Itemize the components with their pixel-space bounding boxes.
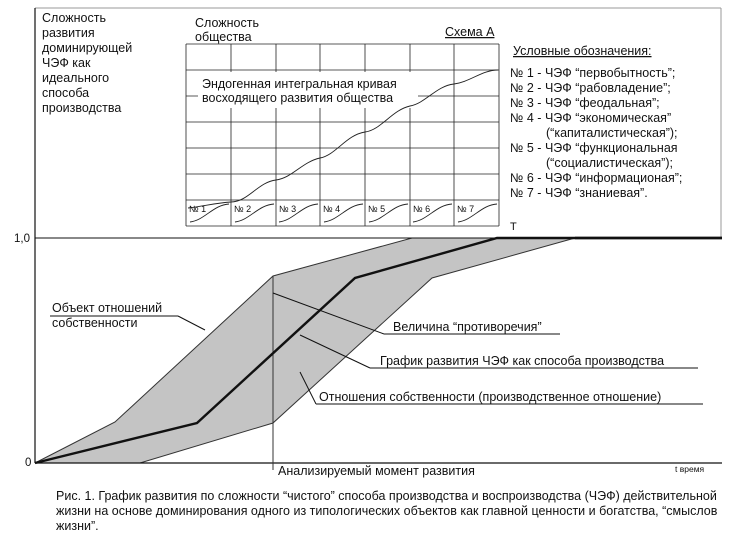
shaded-band — [35, 238, 575, 463]
relations-label: Отношения собственности (производственное отношение) — [319, 390, 662, 404]
inset-title: Схема А — [445, 25, 495, 39]
legend — [510, 44, 682, 200]
origin-label: 0 — [25, 457, 32, 469]
stage-label-1: № 1 — [189, 204, 207, 214]
stage-label-3: № 3 — [279, 204, 297, 214]
contradiction-label: Величина “противоречия” — [393, 320, 542, 334]
inset-scheme-a — [186, 16, 517, 233]
legend-line-3: № 3 - ЧЭФ “феодальная”; — [510, 96, 660, 110]
y-axis-label: Сложность развития доминирующей ЧЭФ как идеального способа производства — [42, 11, 133, 115]
inset-x-label: Т — [510, 221, 517, 233]
stage-label-4: № 4 — [323, 204, 341, 214]
figure-caption: Рис. 1. График развития по сложности “чистого” способа производства и воспроизводства (ЧЭФ) действительной жизни на основе доминирования одного из типологических объектов как главной ценности и богатства, “смыслов жизни”. — [56, 489, 718, 533]
legend-line-9: № 7 - ЧЭФ “знаниевая”. — [510, 186, 648, 200]
legend-line-6: № 5 - ЧЭФ “функциональная — [510, 141, 678, 155]
legend-line-7: (“социалистическая”); — [546, 156, 673, 170]
stage-label-2: № 2 — [234, 204, 252, 214]
legend-title: Условные обозначения: — [513, 44, 652, 58]
inset-y-label: Сложность общества — [195, 16, 259, 44]
y-tick-one: 1,0 — [14, 233, 30, 245]
development-label: График развития ЧЭФ как способа производства — [380, 354, 665, 368]
legend-line-2: № 2 - ЧЭФ “рабовладение”; — [510, 81, 671, 95]
stage-label-6: № 6 — [413, 204, 431, 214]
legend-line-8: № 6 - ЧЭФ “информационая”; — [510, 171, 683, 185]
x-axis-label: t время — [675, 464, 705, 474]
legend-line-4: № 4 - ЧЭФ “экономическая” — [510, 111, 672, 125]
curve-label: Эндогенная интегральная кривая восходящего развития общества — [202, 77, 397, 105]
legend-line-5: (“капиталистическая”); — [546, 126, 678, 140]
stage-label-5: № 5 — [368, 204, 386, 214]
legend-line-1: № 1 - ЧЭФ “первобытность”; — [510, 66, 676, 80]
stage-label-7: № 7 — [457, 204, 475, 214]
object-leader-2 — [178, 316, 205, 330]
object-label: Объект отношений собственности — [52, 301, 163, 330]
moment-label: Анализируемый момент развития — [278, 464, 475, 478]
